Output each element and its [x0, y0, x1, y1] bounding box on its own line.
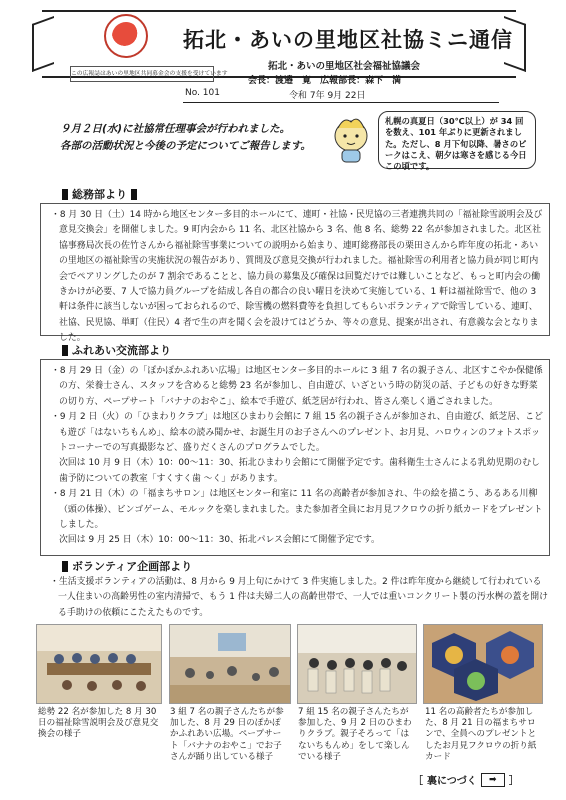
- section-box-soumu: [40, 203, 550, 344]
- volunteer-text: [50, 575, 550, 621]
- issue-row: [183, 88, 499, 102]
- weather-note: 札幌の真夏日（30℃以上）が 34 回を数え、101 年ぶりに更新されました。ただし、8 月下旬以降、暑さのピークはこえ、朝夕は寒さを感じる今日この頃です。: [378, 111, 536, 169]
- heading-marker-icon: [62, 561, 68, 572]
- photo-owl-cards: [423, 624, 543, 704]
- issue-number: No. 101: [185, 88, 220, 98]
- fureai-paragraph-3: 次回は 10 月 9 日（木）10：00～11：30、拓北ひまわり会館にて開催予定です。歯科衛生士さんによる乳幼児期のむし歯予防についての教室「すくすく歯 ～く」があります。: [59, 458, 540, 484]
- pr-label: 広報部長：森下 満: [320, 76, 402, 86]
- section-title-fureai: ふれあい交流部より: [72, 344, 171, 357]
- intro-line-1: ９月２日(水)に社協常任理事会が行われました。: [60, 123, 291, 135]
- photo-pokapoka: [169, 624, 291, 704]
- issue-divider: [183, 102, 499, 103]
- volunteer-paragraph: ・生活支援ボランティアの活動は、8 月から 9 月上旬にかけて 3 件実施しました。2 件は昨年度から継続して行われている一人住まいの高齢男性の室内清掃で、もう 1 件は夫婦二人の高齢世帯で、一人では重いコンクリート製の汚水桝の蓋を開ける手助けの依頼にこたえたものです。: [50, 577, 548, 618]
- section-title-soumu: 総務部より: [72, 188, 127, 201]
- photo-caption-4: 11 名の高齢者たちが参加した、8 月 21 日の福まちサロンで、全員へのプレゼントとしたお月見フクロウの折り紙カード: [425, 707, 537, 762]
- fureai-paragraph-5: 次回は 9 月 25 日（木）10：00～11：30、拓北パレス会館にて開催予定です。: [59, 535, 380, 546]
- funding-notice: この広報誌はあいの里地区共同募金会の支援を受けています: [70, 66, 214, 82]
- heading-marker-icon: [62, 189, 68, 200]
- photo-snow-meeting: [36, 624, 162, 704]
- organization-name: 拓北・あいの里地区社会福祉協議会: [268, 61, 421, 72]
- issue-date: 令和 7年 9月 22日: [289, 91, 366, 101]
- close-bracket: ］: [508, 776, 519, 787]
- intro-text: [60, 121, 320, 155]
- heading-marker-icon: [62, 345, 68, 356]
- section-heading-fureai: [62, 342, 171, 358]
- photo-caption-2: 3 組 7 名の親子さんたちが参加した、8 月 29 日のぽかぽかふれあい広場。ペープサート「バナナのおやこ」でお子さんが踊り出している様子: [170, 707, 284, 762]
- intro-line-2: 各部の活動状況と今後の予定についてご報告します。: [60, 140, 311, 152]
- photo-caption-3: 7 組 15 名の親子さんたちが参加した、9 月 2 日のひまわりクラブ。親子そろって「はないちもんめ」をして楽しんでいる様子: [298, 707, 412, 762]
- mascot-illustration: [324, 112, 378, 164]
- section-title-volunteer: ボランティア企画部より: [72, 560, 193, 573]
- chair-label: 会長：渡邉 寛: [248, 76, 312, 86]
- section-box-fureai: [40, 359, 550, 556]
- fureai-paragraph-4: ・8 月 21 日（木）の「福まちサロン」は地区センター和室に 11 名の高齢者が参加され、牛の絵を描こう、あるある川柳（頭の体操）、ビンゴゲーム、モルックを楽しまれました。また参加者全員にお月見フクロウの折り紙カードをプレゼントしました。: [51, 489, 543, 531]
- page-title: 拓北・あいの里地区社協ミニ通信: [183, 28, 513, 52]
- fureai-paragraph-2: ・9 月 2 日（火）の「ひまわりクラブ」は地区ひまわり会館に 7 組 15 名の親子さんが参加され、自由遊び、紙芝居、こども遊び「はないちもんめ」、絵本の読み聞かせ、お誕生月のお子さんへのプレゼント、お月見、ハロウィンのフォトスポットコーナーでの写真撮影など、盛りだくさんのプログラムでした。: [51, 412, 543, 454]
- continued-on-back: [413, 772, 519, 787]
- soumu-paragraph: ・8 月 30 日（土）14 時から地区センター多目的ホールにて、連町・社協・民児協の三者連携共同の「福祉除雪説明会及び意見交換会」を開催しました。9 町内会から 11 名、北区社協から 3 名、他 8 名、総勢 22 名が参加されました。北区社協事務局次長の佐竹さんから福祉除雪事業についての説明から始まり、連町総務部長の栗田さんから昨年度の拓北・あいの里地区の福祉除雪の実施状況の報告があり、質問及び意見交換が行われました。福祉除雪の利用者と協力員が同じ町内会でペアリングしたのが 7 割余であることと、協力員の募集及び確保は回覧だけでは難しいことなど、もっと町内会の働きかけが必要、7 人で協力員グループを結成し各自の都合の良い曜日を決めて実施している、1 軒は福祉除雪で、他の 3 軒は条件に該当しないが困っておられるので、除雪機の燃料費等を負担してもらいボランティアで除雪している、連町、社協、民児協、単町（住民）4 者で生の声を聞く会を設けてはどうか、等々の意見、提案が出され、有意義な会となりました。: [51, 210, 543, 344]
- photo-caption-1: 総勢 22 名が参加した 8 月 30 日の福祉除雪説明会及び意見交換会の様子: [38, 707, 159, 740]
- section-heading-soumu: [62, 186, 137, 202]
- open-bracket: ［: [413, 776, 423, 787]
- section-heading-volunteer: [62, 558, 192, 574]
- roles-line: [248, 73, 407, 86]
- heading-marker-icon: [131, 189, 137, 200]
- right-arrow-icon: ➡: [481, 773, 505, 787]
- org-logo: [104, 14, 148, 58]
- fureai-paragraph-1: ・8 月 29 日（金）の「ぽかぽかふれあい広場」は地区センター多目的ホールに 3 組 7 名の親子さん、北区すこやか保健係の方、栄養士さん、スタッフを含めると総勢 23 名が参加し、自由遊び、いざという時の防災の話、子どもの好きな野菜の切り方、ペープサート「バナナのおやこ」、絵本で手遊び、紙芝居が行われ、皆さん楽しく過ごされました。: [51, 366, 543, 407]
- continued-label: 裏につづく: [427, 776, 477, 787]
- photo-himawari: [297, 624, 417, 704]
